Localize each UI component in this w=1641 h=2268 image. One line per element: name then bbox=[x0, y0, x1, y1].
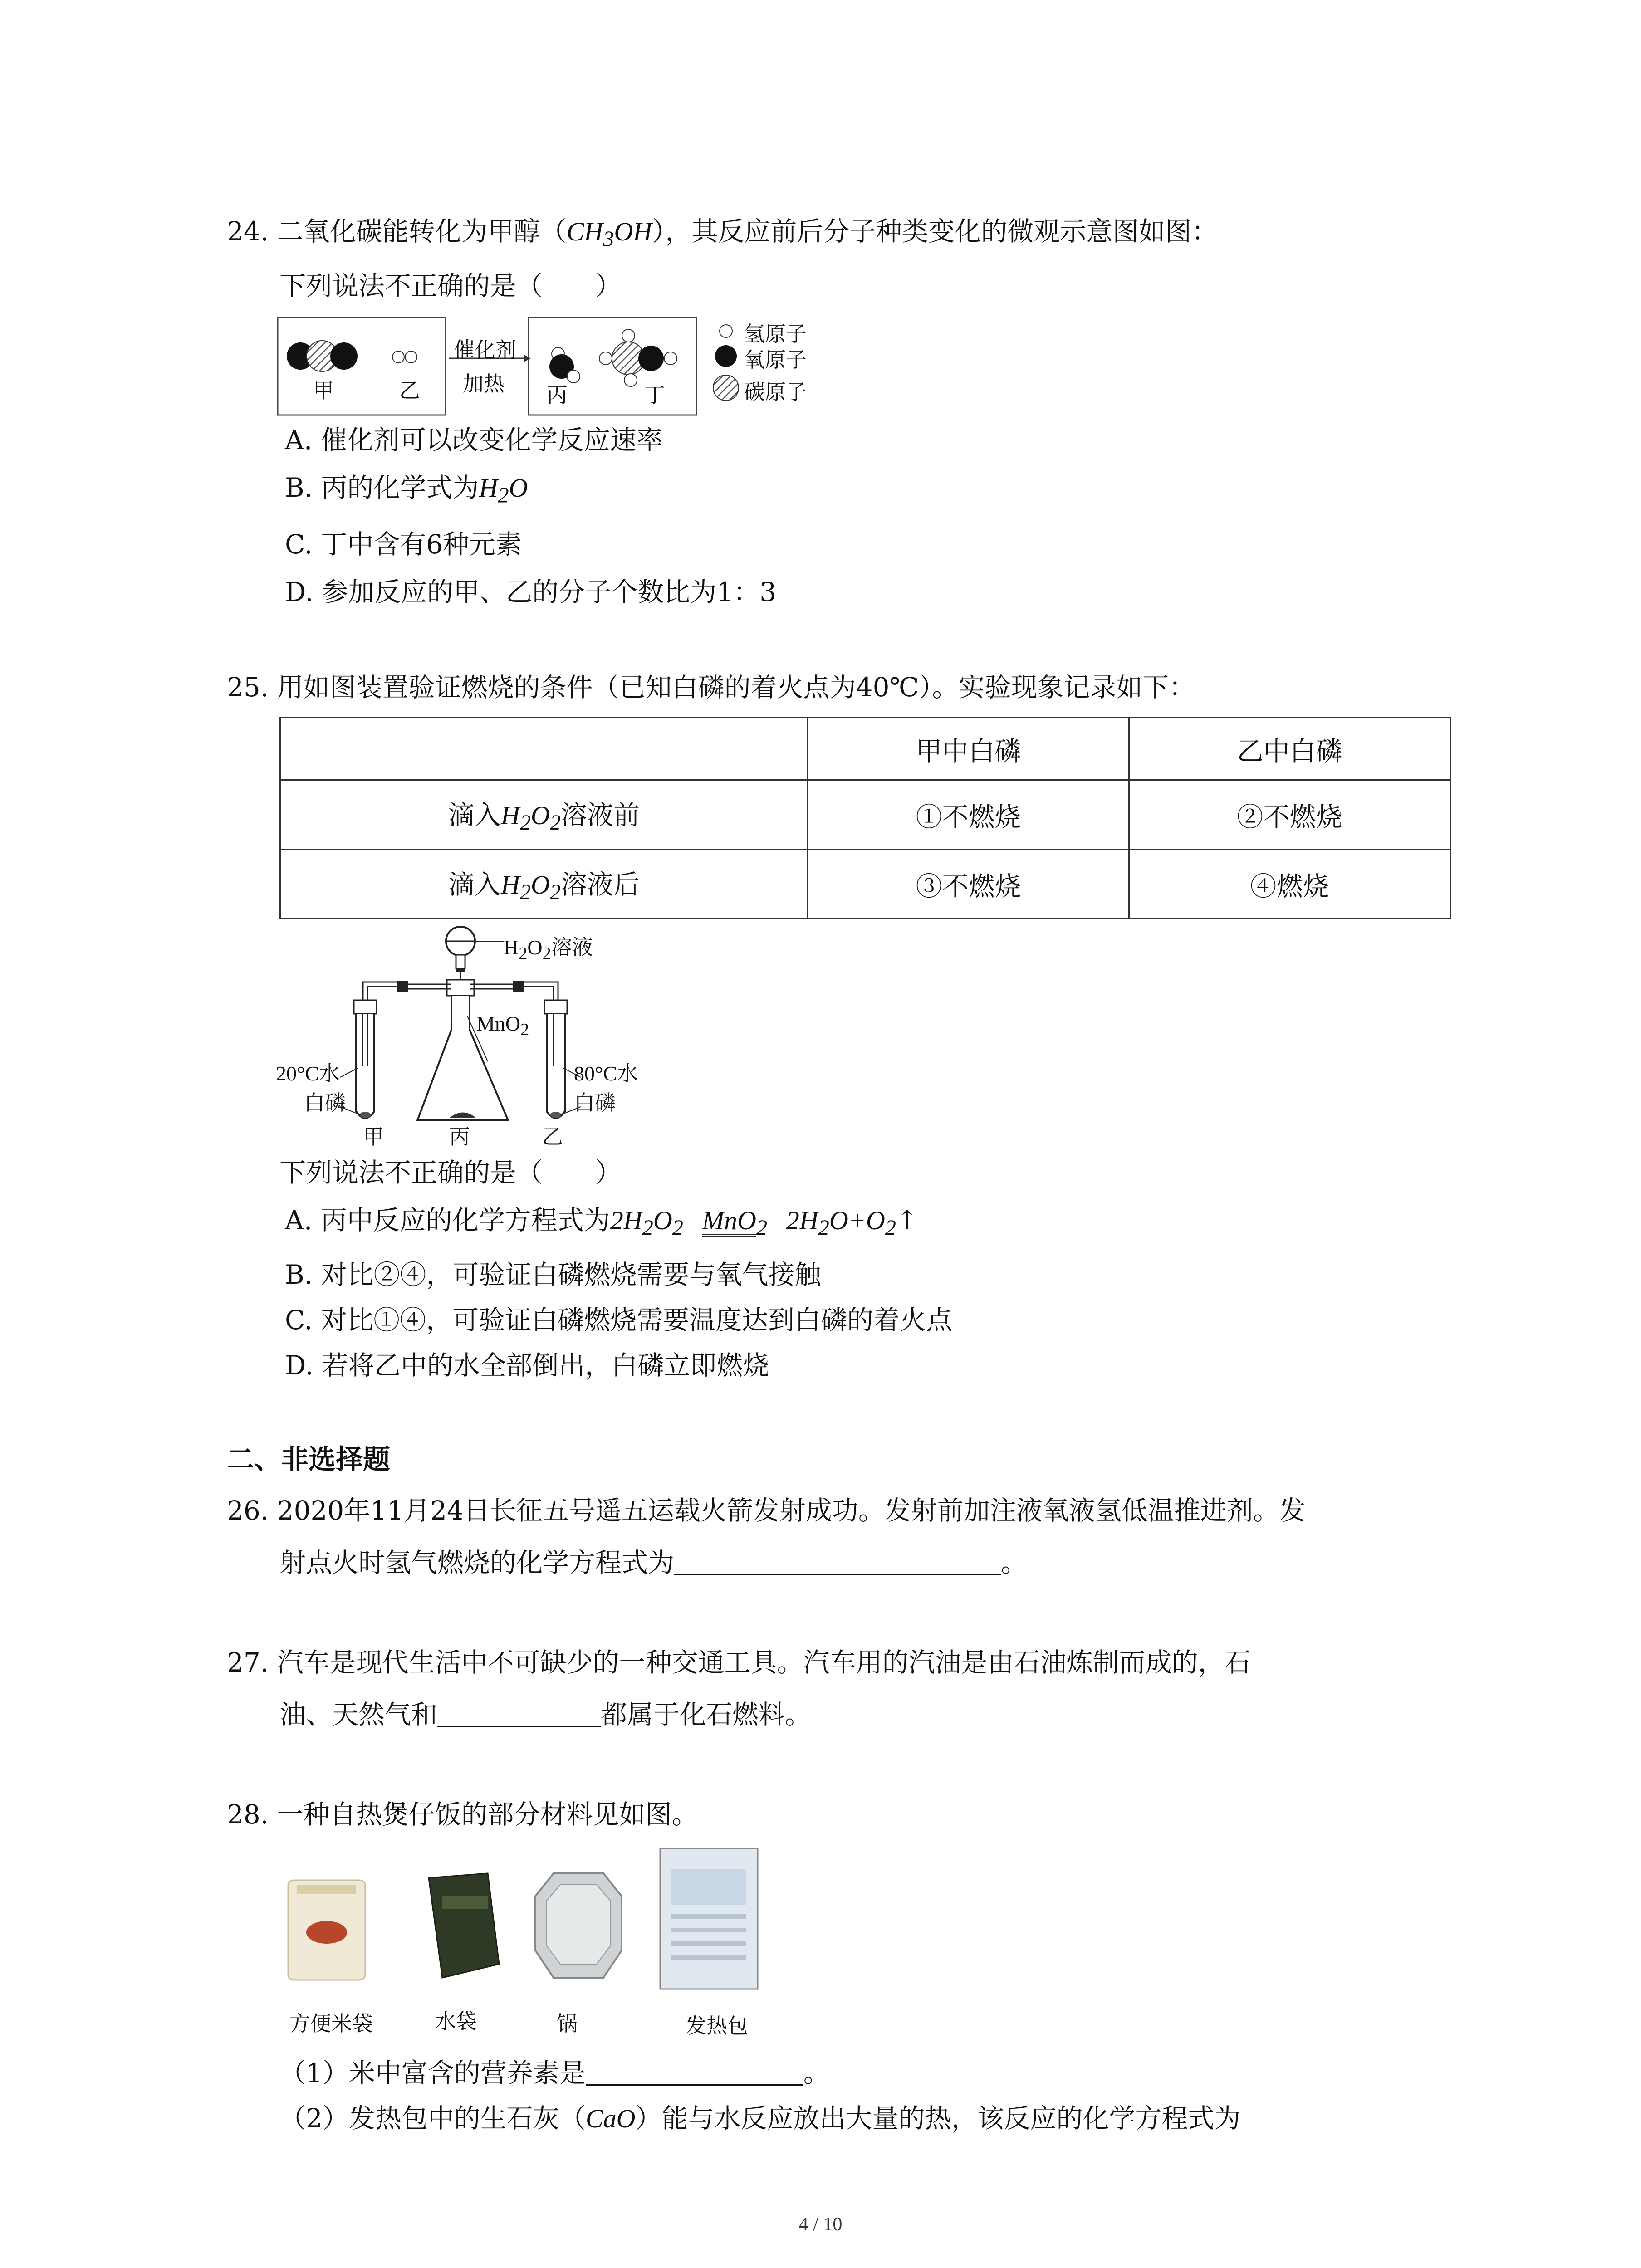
table-cell: ①不燃烧 bbox=[808, 780, 1129, 850]
table-row bbox=[280, 718, 1450, 780]
label-water-80: 80°C水 bbox=[574, 1062, 638, 1085]
q25-option-b: B. 对比②④，可验证白磷燃烧需要与氧气接触 bbox=[285, 1259, 821, 1290]
q27-line1: 27. 汽车是现代生活中不可缺少的一种交通工具。汽车用的汽油是由石油炼制而成的，石 bbox=[227, 1647, 1251, 1678]
q24-label-jia: 甲 bbox=[313, 378, 334, 403]
legend-oxygen: 氧原子 bbox=[744, 347, 807, 372]
item-heat-pack: 发热包 bbox=[686, 2014, 748, 2038]
item-rice-bag: 方便米袋 bbox=[289, 2011, 373, 2036]
q28-materials-images bbox=[281, 1842, 780, 2014]
q24-catalyst: 催化剂 bbox=[454, 337, 516, 362]
q24-option-d: D. 参加反应的甲、乙的分子个数比为1：3 bbox=[285, 577, 777, 607]
q27-line2: 油、天然气和 都属于化石燃料。 bbox=[279, 1699, 812, 1730]
q25-question: 下列说法不正确的是（ ） bbox=[279, 1157, 622, 1188]
q25-stem: 25. 用如图装置验证燃烧的条件（已知白磷的着火点为40℃）。实验现象记录如下： bbox=[227, 672, 1195, 703]
q24-heat: 加热 bbox=[463, 371, 505, 396]
table-header-yi: 乙中白磷 bbox=[1129, 718, 1450, 780]
table-cell: ③不燃烧 bbox=[808, 850, 1129, 919]
label-phosphorus-right: 白磷 bbox=[574, 1090, 616, 1115]
legend-hydrogen: 氢原子 bbox=[744, 322, 807, 346]
q28-sub2: （2）发热包中的生石灰（CaO）能与水反应放出大量的热，该反应的化学方程式为 bbox=[279, 2103, 1241, 2134]
label-h2o2-solution: $H_2O_2$溶液 bbox=[504, 936, 593, 963]
table-row-label: 滴入$H_2O_2$溶液后 bbox=[280, 850, 808, 919]
answer-blank[interactable] bbox=[674, 1548, 1001, 1575]
section-heading: 二、非选择题 bbox=[227, 1444, 390, 1476]
q24-question: 下列说法不正确的是（ ） bbox=[279, 270, 622, 301]
q24-stem: 24. 二氧化碳能转化为甲醇$(CH_3OH)$，其反应前后分子种类变化的微观示意图如图： bbox=[227, 216, 1218, 251]
table-cell: ②不燃烧 bbox=[1129, 780, 1450, 850]
answer-blank[interactable] bbox=[437, 1700, 601, 1727]
q24-label-yi: 乙 bbox=[399, 378, 420, 403]
label-mno2: MnO$_2$ bbox=[476, 1012, 529, 1040]
page-number: 4 / 10 bbox=[798, 2214, 843, 2235]
answer-blank[interactable] bbox=[586, 2058, 803, 2086]
q25-option-c: C. 对比①④，可验证白磷燃烧需要温度达到白磷的着火点 bbox=[285, 1305, 953, 1335]
q28-stem: 28. 一种自热煲仔饭的部分材料见如图。 bbox=[227, 1799, 698, 1830]
label-apparatus-yi: 乙 bbox=[542, 1124, 563, 1149]
q24-label-ding: 丁 bbox=[644, 383, 665, 407]
legend-carbon: 碳原子 bbox=[744, 380, 807, 404]
table-row bbox=[280, 850, 1450, 919]
q26-line1: 26. 2020年11月24日长征五号遥五运载火箭发射成功。发射前加注液氧液氢低温推进剂。发 bbox=[227, 1495, 1306, 1526]
q26-line2: 射点火时氢气燃烧的化学方程式为 。 bbox=[279, 1547, 1028, 1578]
q25-option-d: D. 若将乙中的水全部倒出，白磷立即燃烧 bbox=[285, 1350, 769, 1381]
label-apparatus-bing: 丙 bbox=[449, 1124, 470, 1149]
table-row bbox=[280, 780, 1450, 850]
label-water-20: 20°C水 bbox=[276, 1062, 340, 1085]
label-phosphorus-left: 白磷 bbox=[304, 1090, 346, 1115]
q24-option-c: C. 丁中含有6种元素 bbox=[285, 529, 522, 560]
item-water-bag: 水袋 bbox=[435, 2009, 477, 2033]
label-apparatus-jia: 甲 bbox=[363, 1124, 384, 1149]
q25-option-a: A. 丙中反应的化学方程式为$2H_2O_2$ MnO$_2$ $2H_2O+O_2↑$ bbox=[285, 1202, 918, 1246]
item-pot: 锅 bbox=[557, 2011, 578, 2036]
table-header-jia: 甲中白磷 bbox=[808, 718, 1129, 780]
q24-option-b: B. 丙的化学式为$H_2O$ bbox=[285, 472, 528, 508]
reaction-condition: MnO$_2$ bbox=[702, 1206, 768, 1240]
q24-label-bing: 丙 bbox=[547, 383, 568, 407]
q28-sub1: （1）米中富含的营养素是 。 bbox=[279, 2058, 830, 2088]
table-row-label: 滴入$H_2O_2$溶液前 bbox=[280, 780, 808, 850]
table-cell: ④燃烧 bbox=[1129, 850, 1450, 919]
q25-observation-table bbox=[279, 717, 1451, 919]
q24-option-a: A. 催化剂可以改变化学反应速率 bbox=[285, 425, 663, 455]
